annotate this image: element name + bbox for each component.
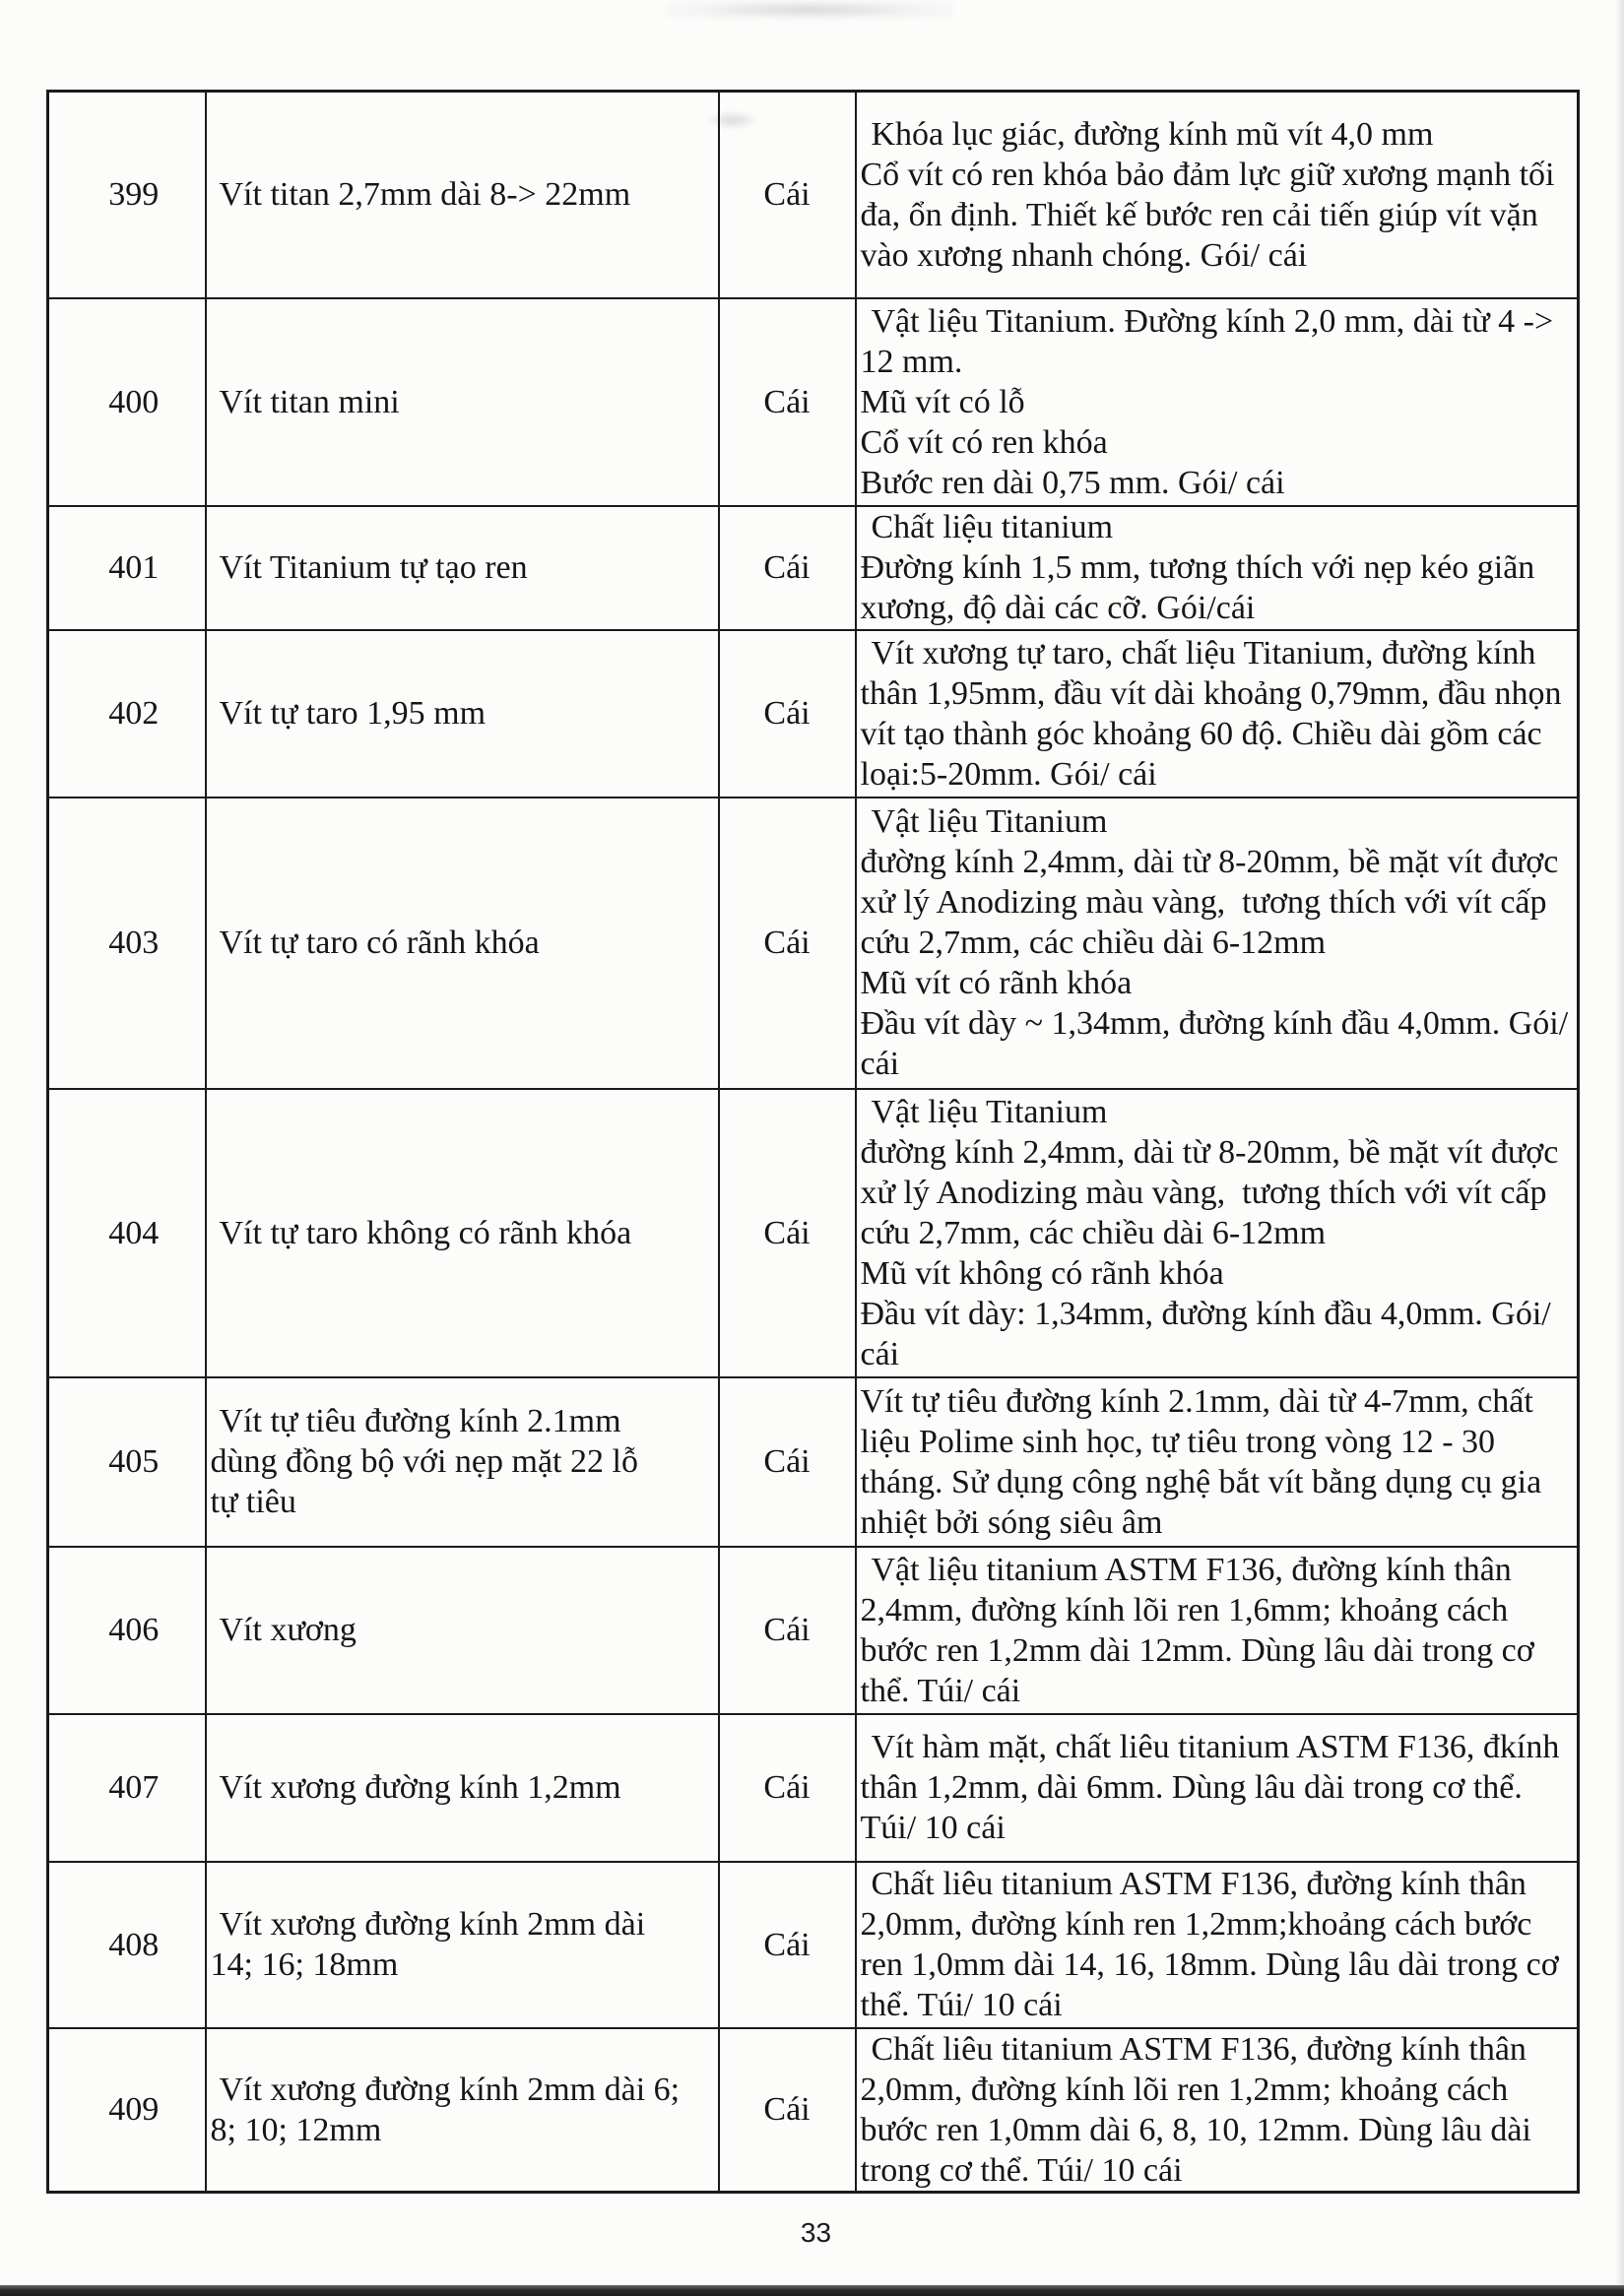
table-row	[48, 92, 1579, 298]
item-number: 400	[108, 383, 160, 420]
item-name-line: dùng đồng bộ với nẹp mặt 22 lỗ	[210, 1443, 638, 1480]
unit: Cái	[763, 1926, 811, 1963]
unit: Cái	[763, 695, 811, 732]
item-name-cell	[206, 298, 719, 506]
item-name-cell	[206, 1377, 719, 1547]
description-line: bước ren 1,0mm dài 6, 8, 10, 12mm. Dùng lâu dài	[860, 2111, 1531, 2148]
item-name-line: Vít tự taro không có rãnh khóa	[219, 1214, 632, 1251]
unit-cell	[719, 92, 856, 298]
item-name-line: Vít Titanium tự tạo ren	[219, 549, 528, 586]
unit-cell	[719, 1377, 856, 1547]
unit: Cái	[763, 1443, 811, 1480]
item-number: 403	[108, 925, 160, 961]
description-cell	[856, 1714, 1579, 1862]
description-line: Cổ vít có ren khóa	[860, 423, 1108, 461]
description-cell	[856, 298, 1579, 506]
description-line: vào xương nhanh chóng. Gói/ cái	[860, 236, 1308, 274]
item-name-cell	[206, 1547, 719, 1714]
item-number: 399	[108, 176, 160, 214]
description-line: cứu 2,7mm, các chiều dài 6-12mm	[860, 1214, 1327, 1251]
item-number-cell	[48, 1547, 206, 1714]
description-line: ren 1,0mm dài 14, 16, 18mm. Dùng lâu dài trong cơ	[860, 1946, 1559, 1983]
unit: Cái	[763, 2091, 811, 2129]
item-number: 407	[108, 1769, 160, 1806]
description-cell	[856, 506, 1579, 630]
table-row	[48, 1547, 1579, 1714]
item-name-cell	[206, 1862, 719, 2028]
item-number: 401	[108, 549, 160, 586]
description-line: vít tạo thành góc khoảng 60 độ. Chiều dài gồm các	[860, 715, 1542, 752]
item-number: 408	[108, 1926, 160, 1963]
item-name-line: Vít titan mini	[219, 383, 400, 420]
item-number-cell	[48, 506, 206, 630]
description-line: nhiệt bởi sóng siêu âm	[860, 1503, 1163, 1541]
description-line: cứu 2,7mm, các chiều dài 6-12mm	[860, 925, 1327, 961]
description-cell	[856, 1547, 1579, 1714]
description-line: 2,0mm, đường kính lõi ren 1,2mm; khoảng cách	[860, 2071, 1509, 2108]
description-cell	[856, 1377, 1579, 1547]
description-cell	[856, 1089, 1579, 1377]
unit-cell	[719, 630, 856, 797]
unit-cell	[719, 2028, 856, 2193]
item-name-cell	[206, 630, 719, 797]
description-cell	[856, 797, 1579, 1089]
unit-cell	[719, 506, 856, 630]
item-name-cell	[206, 92, 719, 298]
description-line: 2,4mm, đường kính lõi ren 1,6mm; khoảng cách	[860, 1591, 1509, 1628]
item-number: 404	[108, 1214, 160, 1251]
description-line: đường kính 2,4mm, dài từ 8-20mm, bề mặt vít được	[860, 1133, 1559, 1171]
item-name-cell	[206, 797, 719, 1089]
description-line: bước ren 1,2mm dài 12mm. Dùng lâu dài trong cơ	[860, 1631, 1534, 1669]
unit-cell	[719, 1547, 856, 1714]
description-line: Túi/ 10 cái	[860, 1810, 1006, 1846]
scan-edge-bottom	[0, 2285, 1624, 2296]
item-name-line: Vít tự tiêu đường kính 2.1mm	[219, 1403, 621, 1439]
item-name-line: Vít xương đường kính 2mm dài 6;	[219, 2071, 681, 2108]
item-name-line: Vít tự taro có rãnh khóa	[219, 925, 540, 961]
description-line: Vật liệu Titanium. Đường kính 2,0 mm, dài từ 4 ->	[871, 302, 1554, 340]
description-line: Vít hàm mặt, chất liêu titanium ASTM F136, đkính	[871, 1729, 1560, 1765]
description-line: cái	[860, 1335, 900, 1372]
item-number-cell	[48, 1862, 206, 2028]
unit: Cái	[763, 383, 811, 420]
unit-cell	[719, 797, 856, 1089]
description-line: Đầu vít dày: 1,34mm, đường kính đầu 4,0mm. Gói/	[860, 1295, 1551, 1332]
description-line: Chất liêu titanium ASTM F136, đường kính thân	[871, 1866, 1527, 1902]
item-name-cell	[206, 1089, 719, 1377]
description-line: 2,0mm, đường kính ren 1,2mm;khoảng cách bước	[860, 1906, 1532, 1943]
item-name-line: Vít tự taro 1,95 mm	[219, 695, 487, 732]
description-line: Vật liệu Titanium	[871, 803, 1108, 840]
description-line: đường kính 2,4mm, dài từ 8-20mm, bề mặt vít được	[860, 844, 1559, 880]
item-name-line: Vít xương đường kính 1,2mm	[219, 1769, 621, 1806]
item-name-line: 14; 16; 18mm	[210, 1946, 399, 1983]
table-row	[48, 1714, 1579, 1862]
unit: Cái	[763, 1214, 811, 1251]
description-line: đa, ổn định. Thiết kế bước ren cải tiến giúp vít vặn	[860, 196, 1538, 233]
item-number: 402	[108, 695, 160, 732]
unit: Cái	[763, 176, 811, 214]
item-number: 409	[108, 2091, 160, 2129]
item-number-cell	[48, 298, 206, 506]
item-number-cell	[48, 630, 206, 797]
table-row	[48, 1377, 1579, 1547]
item-number-cell	[48, 2028, 206, 2193]
description-line: Mũ vít có lỗ	[860, 383, 1025, 420]
description-cell	[856, 2028, 1579, 2193]
unit-cell	[719, 1089, 856, 1377]
description-line: Vít xương tự taro, chất liệu Titanium, đường kính	[871, 634, 1536, 671]
description-cell	[856, 1862, 1579, 2028]
description-cell	[856, 630, 1579, 797]
unit: Cái	[763, 1769, 811, 1806]
unit-cell	[719, 1714, 856, 1862]
item-name-cell	[206, 506, 719, 630]
equipment-table	[46, 90, 1580, 2194]
table-row	[48, 2028, 1579, 2193]
description-line: loại:5-20mm. Gói/ cái	[860, 755, 1157, 793]
unit: Cái	[763, 1612, 811, 1648]
item-number: 406	[108, 1612, 160, 1648]
description-line: Mũ vít không có rãnh khóa	[860, 1254, 1224, 1292]
item-number-cell	[48, 797, 206, 1089]
description-line: xương, độ dài các cỡ. Gói/cái	[860, 590, 1256, 626]
description-line: tháng. Sử dụng công nghệ bắt vít bằng dụng cụ gia	[860, 1463, 1542, 1500]
description-line: Mũ vít có rãnh khóa	[860, 965, 1133, 1001]
description-line: Vít tự tiêu đường kính 2.1mm, dài từ 4-7mm, chất	[860, 1382, 1533, 1420]
description-line: 12 mm.	[860, 343, 963, 380]
description-line: thể. Túi/ cái	[860, 1672, 1021, 1709]
item-number-cell	[48, 1377, 206, 1547]
item-name-line: 8; 10; 12mm	[210, 2111, 382, 2148]
table-row	[48, 630, 1579, 797]
description-line: thể. Túi/ 10 cái	[860, 1987, 1063, 2023]
description-line: Chất liệu titanium	[871, 509, 1114, 545]
table-row	[48, 797, 1579, 1089]
description-line: thân 1,2mm, dài 6mm. Dùng lâu dài trong cơ thể.	[860, 1769, 1523, 1806]
item-number: 405	[108, 1443, 160, 1480]
scan-edge-right	[1615, 0, 1624, 2296]
scan-artifact-top	[666, 0, 953, 20]
item-name-line: Vít xương	[219, 1612, 357, 1648]
table-row	[48, 298, 1579, 506]
table-row	[48, 1089, 1579, 1377]
item-name-line: Vít titan 2,7mm dài 8-> 22mm	[219, 176, 631, 214]
unit-cell	[719, 298, 856, 506]
unit: Cái	[763, 549, 811, 586]
description-line: xử lý Anodizing màu vàng, tương thích với vít cấp	[860, 1174, 1547, 1211]
item-name-line: tự tiêu	[210, 1484, 296, 1520]
description-cell	[856, 92, 1579, 298]
description-line: Đường kính 1,5 mm, tương thích với nẹp kéo giãn	[860, 549, 1535, 586]
description-line: Vật liệu Titanium	[871, 1093, 1108, 1130]
description-line: cái	[860, 1046, 900, 1082]
description-line: Khóa lục giác, đường kính mũ vít 4,0 mm	[871, 115, 1434, 153]
unit-cell	[719, 1862, 856, 2028]
item-name-cell	[206, 2028, 719, 2193]
item-name-cell	[206, 1714, 719, 1862]
item-number-cell	[48, 1089, 206, 1377]
page-number: 33	[800, 2217, 832, 2248]
item-number-cell	[48, 1714, 206, 1862]
item-number-cell	[48, 92, 206, 298]
description-line: Bước ren dài 0,75 mm. Gói/ cái	[860, 464, 1285, 501]
table-row	[48, 506, 1579, 630]
unit: Cái	[763, 925, 811, 961]
description-line: trong cơ thể. Túi/ 10 cái	[860, 2151, 1183, 2189]
description-line: Chất liêu titanium ASTM F136, đường kính thân	[871, 2030, 1527, 2068]
description-line: liệu Polime sinh học, tự tiêu trong vòng 12 - 30	[860, 1423, 1496, 1460]
table-row	[48, 1862, 1579, 2028]
description-line: Đầu vít dày ~ 1,34mm, đường kính đầu 4,0mm. Gói/	[860, 1005, 1569, 1042]
item-name-line: Vít xương đường kính 2mm dài	[219, 1906, 646, 1943]
description-line: Vật liệu titanium ASTM F136, đường kính thân	[871, 1551, 1512, 1588]
description-line: xử lý Anodizing màu vàng, tương thích với vít cấp	[860, 884, 1547, 921]
description-line: Cổ vít có ren khóa bảo đảm lực giữ xương mạnh tối	[860, 156, 1555, 193]
description-line: thân 1,95mm, đầu vít dài khoảng 0,79mm, đầu nhọn	[860, 674, 1562, 712]
